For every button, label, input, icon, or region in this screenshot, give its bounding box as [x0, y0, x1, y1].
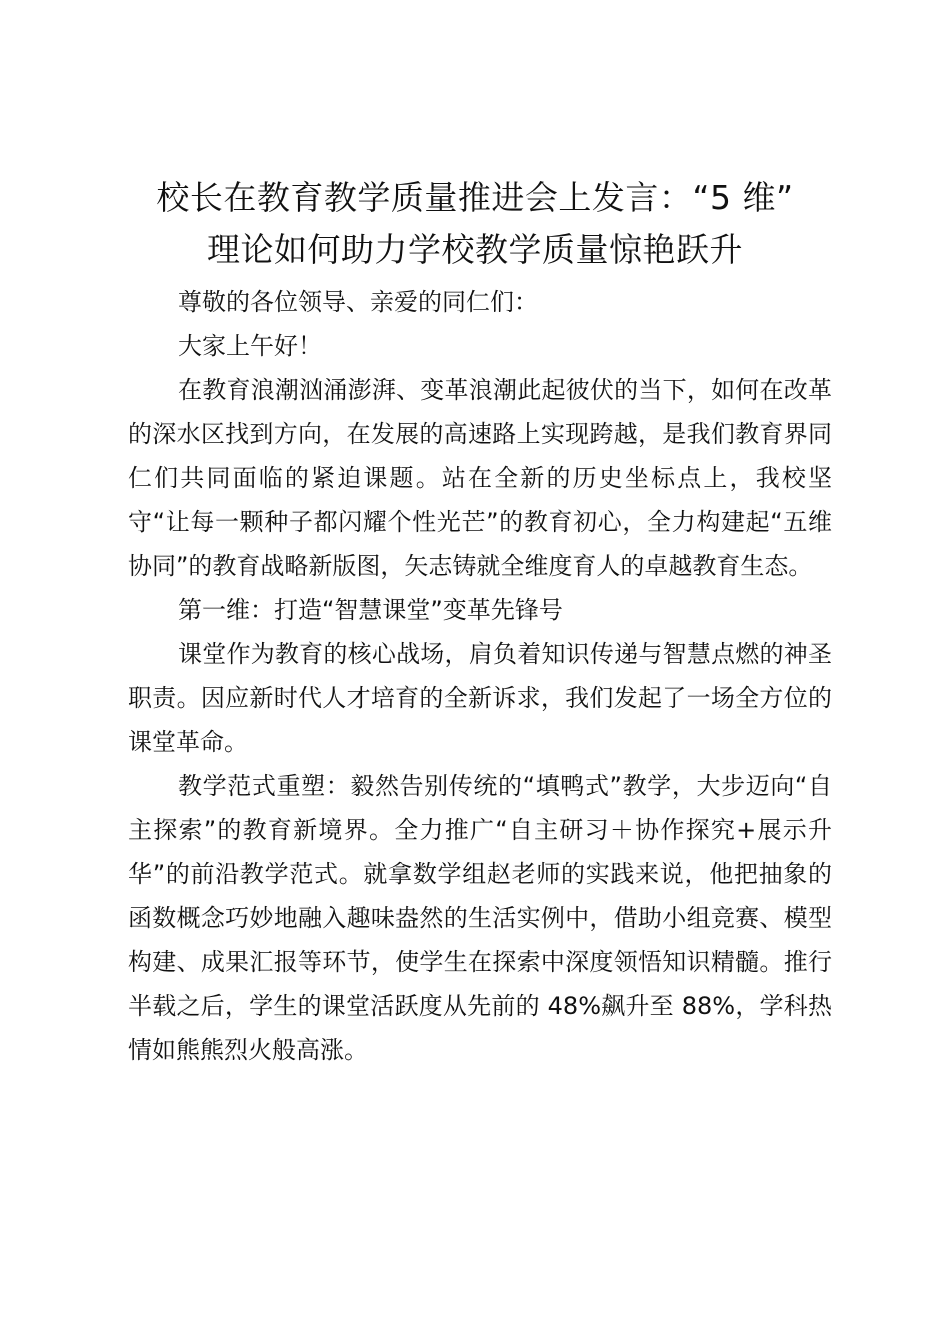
document-title	[100, 172, 850, 276]
document-body	[128, 280, 832, 1072]
title-line-1: 校长在教育教学质量推进会上发言：“5 维”	[156, 178, 794, 217]
classroom-paragraph: 课堂作为教育的核心战场，肩负着知识传递与智慧点燃的神圣职责。因应新时代人才培育的全新诉求，我们发起了一场全方位的课堂革命。	[128, 640, 832, 756]
greeting: 大家上午好！	[178, 332, 322, 360]
section-heading-first-dimension: 第一维：打造“智慧课堂”变革先锋号	[178, 596, 563, 624]
title-line-2: 理论如何助力学校教学质量惊艳跃升	[207, 230, 743, 269]
salutation: 尊敬的各位领导、亲爱的同仁们：	[178, 288, 538, 316]
intro-paragraph: 在教育浪潮汹涌澎湃、变革浪潮此起彼伏的当下，如何在改革的深水区找到方向，在发展的高速路上实现跨越，是我们教育界同仁们共同面临的紧迫课题。站在全新的历史坐标点上，我校坚守“让每一颗种子都闪耀个性光芒”的教育初心，全力构建起“五维协同”的教育战略新版图，矢志铸就全维度育人的卓越教育生态。	[128, 376, 832, 580]
teaching-paradigm-paragraph: 教学范式重塑：毅然告别传统的“填鸭式”教学，大步迈向“自主探索”的教育新境界。全力推广“自主研习＋协作探究+展示升华”的前沿教学范式。就拿数学组赵老师的实践来说，他把抽象的函数概念巧妙地融入趣味盎然的生活实例中，借助小组竞赛、模型构建、成果汇报等环节，使学生在探索中深度领悟知识精髓。推行半载之后，学生的课堂活跃度从先前的 48%飙升至 88%，学科热情如熊熊烈火般高涨。	[128, 772, 832, 1064]
